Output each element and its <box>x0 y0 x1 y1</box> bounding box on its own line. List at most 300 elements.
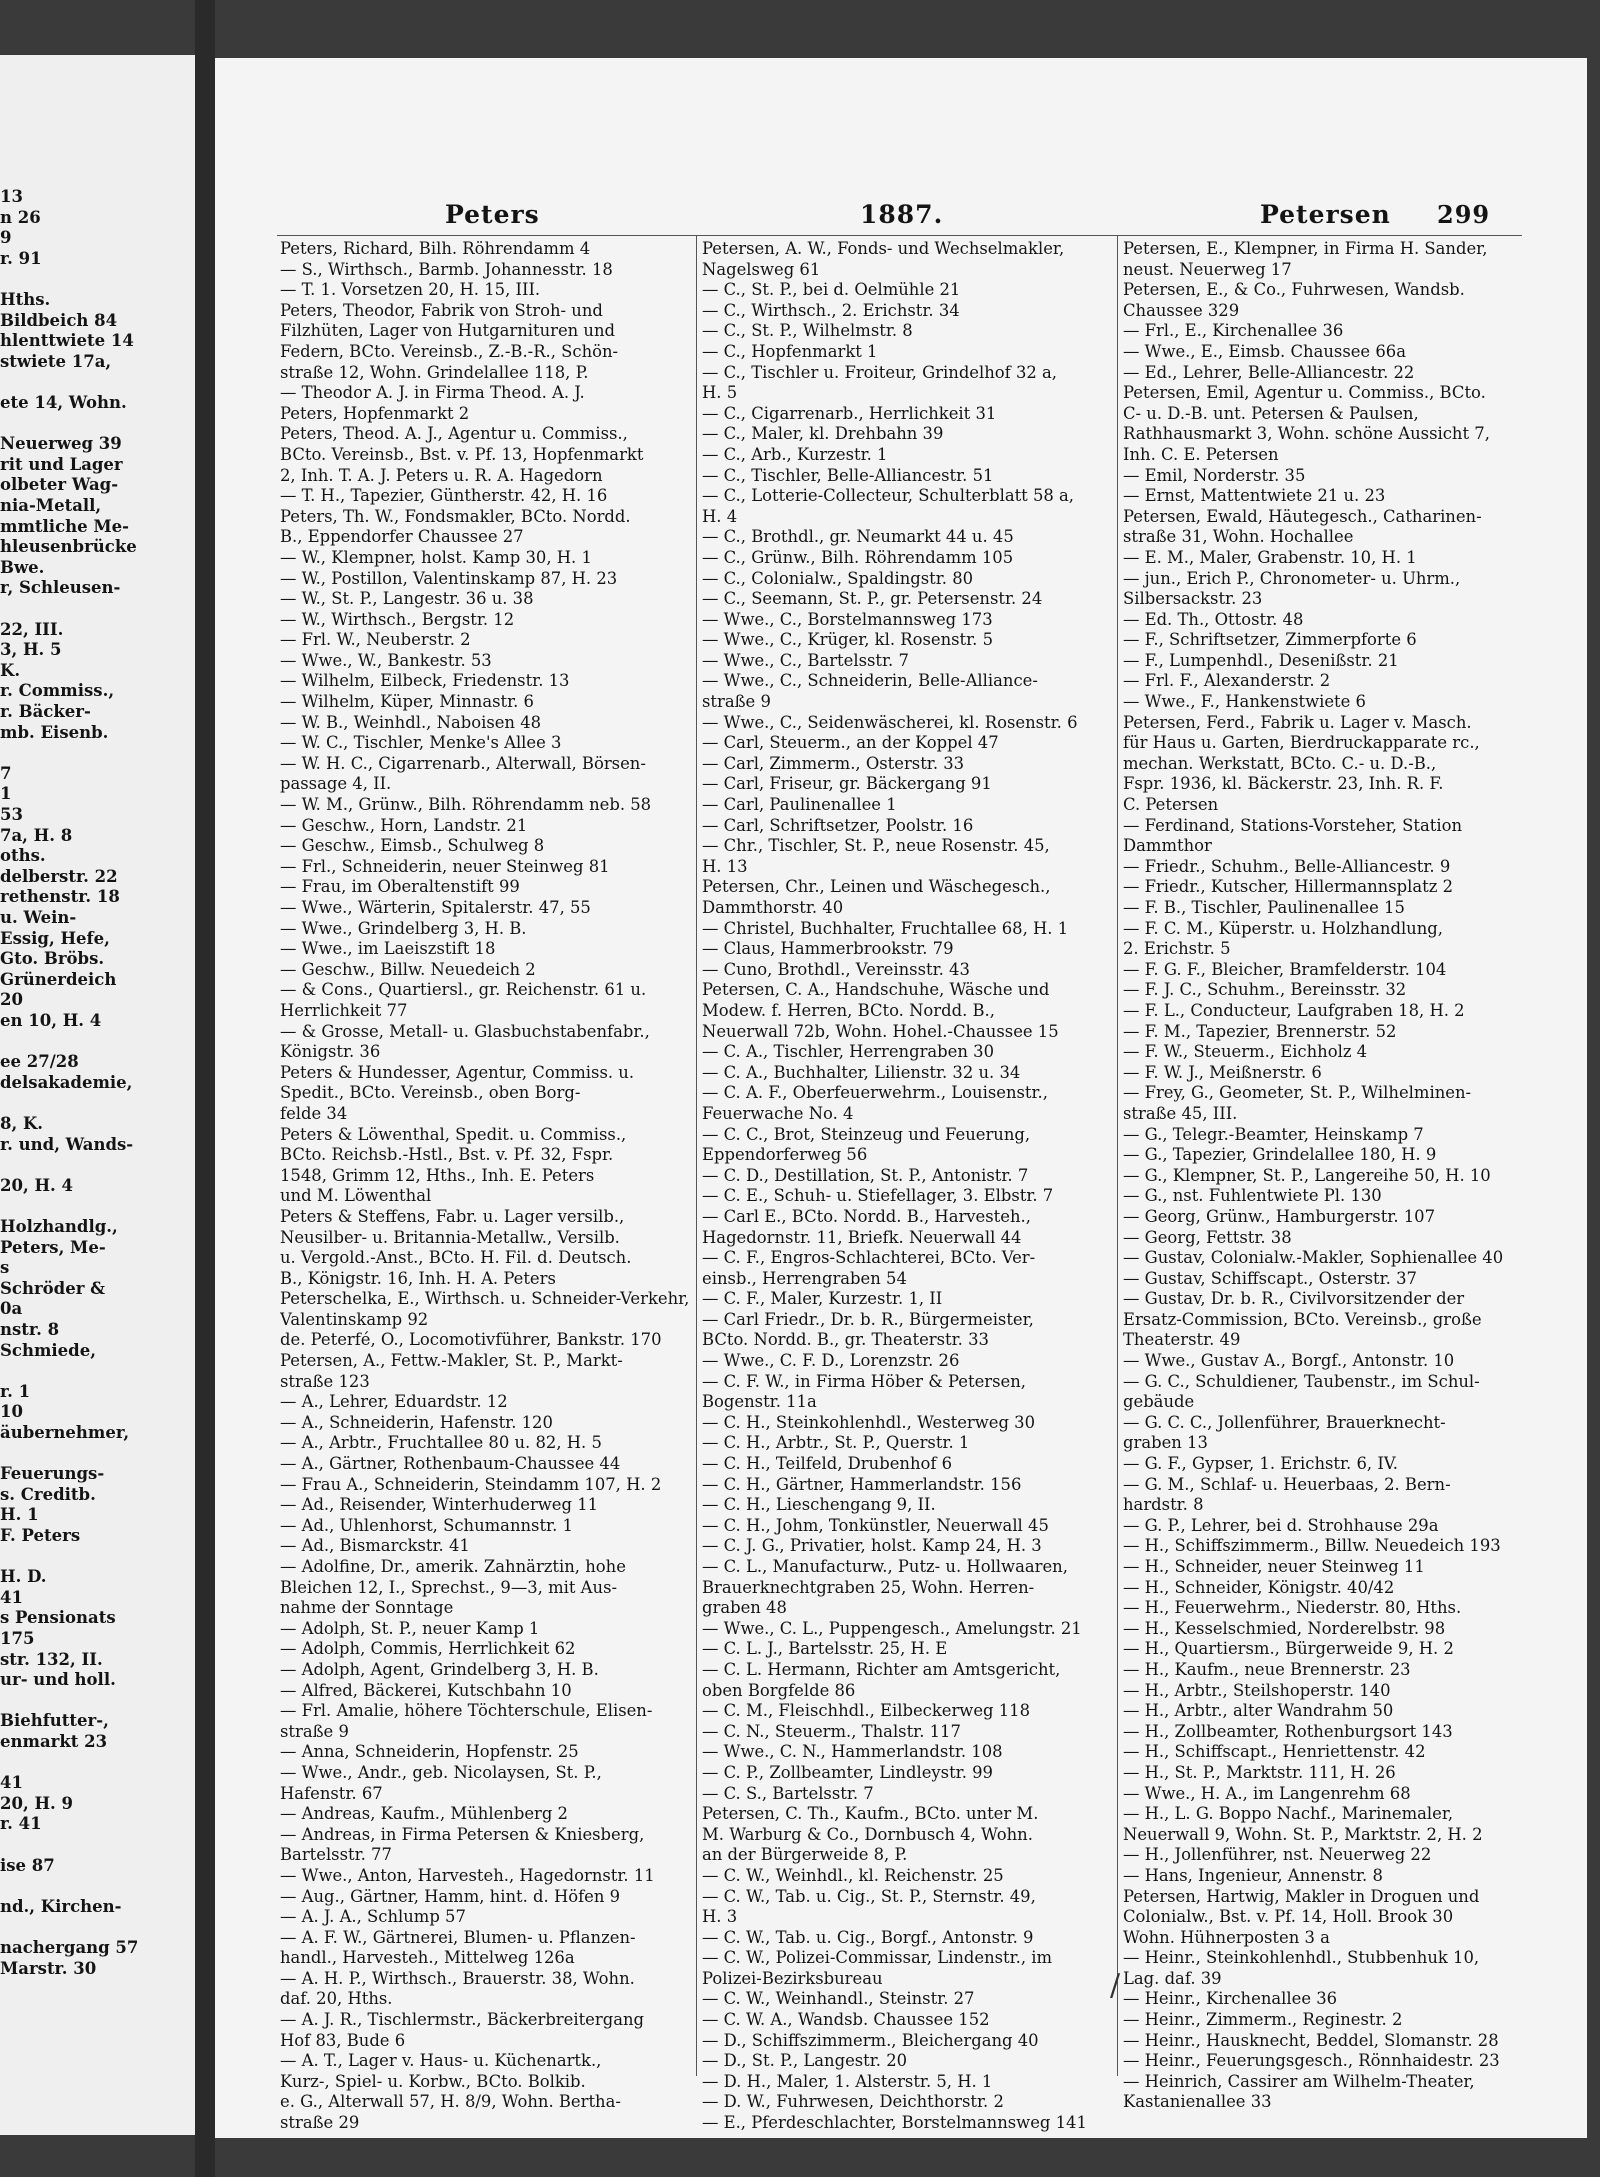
directory-entry-line: Peters & Löwenthal, Spedit. u. Commiss., <box>280 1124 627 1144</box>
directory-entry-line: Petersen, A., Fettw.-Makler, St. P., Markt- <box>280 1351 623 1371</box>
directory-entry-line: — C. F., Engros-Schlachterei, BCto. Ver- <box>702 1248 1036 1268</box>
directory-entry-line: — C., Seemann, St. P., gr. Petersenstr. 24 <box>702 589 1043 609</box>
directory-entry-line: — G. F., Gypser, 1. Erichstr. 6, IV. <box>1123 1454 1398 1474</box>
directory-entry-line: — C., Wirthsch., 2. Erichstr. 34 <box>702 300 960 320</box>
directory-entry-line: — Adolph, Agent, Grindelberg 3, H. B. <box>280 1659 599 1679</box>
directory-entry-line: — C. L. Hermann, Richter am Amtsgericht, <box>702 1659 1061 1679</box>
directory-entry-line: straße 12, Wohn. Grindelallee 118, P. <box>280 362 589 382</box>
directory-entry-line: Petersen, E., Klempner, in Firma H. Sander, <box>1123 239 1488 258</box>
left-page-text-fragment: 10 <box>0 1402 23 1422</box>
directory-entry-line: — Wwe., C., Krüger, kl. Rosenstr. 5 <box>702 630 994 650</box>
left-page-text-fragment: s Pensionats <box>0 1608 116 1628</box>
left-page-text-fragment: nia-Metall, <box>0 496 102 515</box>
directory-entry-line: — F. C. M., Küperstr. u. Holzhandlung, <box>1123 918 1443 938</box>
left-page-text-fragment: mmtliche Me- <box>0 516 129 536</box>
directory-entry-line: — C. A., Tischler, Herrengraben 30 <box>702 1042 994 1062</box>
left-page-text-fragment: F. Peters <box>0 1526 81 1545</box>
left-page-text-fragment: Bwe. <box>0 557 45 577</box>
directory-entry-line: — F. L., Conducteur, Laufgraben 18, H. 2 <box>1123 1000 1465 1020</box>
left-page-text-fragment: ete 14, Wohn. <box>0 393 127 412</box>
directory-entry-line: — G., Klempner, St. P., Langereihe 50, H. 10 <box>1123 1165 1491 1185</box>
directory-entry-line: — C. W. A., Wandsb. Chaussee 152 <box>702 2010 990 2030</box>
directory-entry-line: H. 3 <box>702 1907 738 1927</box>
directory-entry-line: Petersen, Ewald, Häutegesch., Catharinen- <box>1123 506 1482 526</box>
directory-entry-line: — Hans, Ingenieur, Annenstr. 8 <box>1123 1865 1383 1885</box>
directory-entry-line: Herrlichkeit 77 <box>280 1000 408 1020</box>
directory-entry-line: — Ed. Th., Ottostr. 48 <box>1123 609 1304 629</box>
directory-entry-line: — Frl. Amalie, höhere Töchterschule, Elisen- <box>280 1701 653 1721</box>
directory-entry-line: — C., St. P., Wilhelmstr. 8 <box>702 321 913 341</box>
directory-entry-line: Polizei-Bezirksbureau <box>702 1968 883 1988</box>
left-page-text-fragment: Essig, Hefe, <box>0 928 110 948</box>
left-page-text-fragment: r. Commiss., <box>0 681 115 701</box>
left-page-text-fragment: rethenstr. 18 <box>0 887 120 907</box>
directory-entry-line: Petersen, C. A., Handschuhe, Wäsche und <box>702 980 1050 1000</box>
left-page-text-fragment: oths. <box>0 846 46 866</box>
directory-entry-line: Eppendorferweg 56 <box>702 1145 868 1165</box>
directory-entry-line: — C. N., Steuerm., Thalstr. 117 <box>702 1721 961 1741</box>
left-page-text-fragment: nd., Kirchen- <box>0 1896 122 1916</box>
directory-entry-line: — Geschw., Eimsb., Schulweg 8 <box>280 836 545 856</box>
directory-entry-line: — Geschw., Billw. Neuedeich 2 <box>280 959 536 979</box>
directory-entry-line: — jun., Erich P., Chronometer- u. Uhrm., <box>1123 568 1461 588</box>
directory-entry-line: Peterschelka, E., Wirthsch. u. Schneider-Verkehr, <box>280 1289 690 1309</box>
directory-entry-line: — G. C., Schuldiener, Taubenstr., im Schul- <box>1123 1371 1480 1391</box>
directory-entry-line: oben Borgfelde 86 <box>702 1680 856 1700</box>
directory-entry-line: — Wwe., Andr., geb. Nicolaysen, St. P., <box>280 1762 602 1782</box>
left-page-text-fragment: r. Bäcker- <box>0 702 91 721</box>
directory-entry-line: hardstr. 8 <box>1123 1495 1204 1515</box>
header-year: 1887. <box>860 200 944 229</box>
header-left-keyword: Peters <box>445 200 540 229</box>
directory-entry-line: — F. B., Tischler, Paulinenallee 15 <box>1123 898 1405 917</box>
left-page-text-fragment: str. 132, II. <box>0 1649 103 1669</box>
left-page-text-fragment: hlenttwiete 14 <box>0 331 134 351</box>
directory-entry-line: — Wilhelm, Eilbeck, Friedenstr. 13 <box>280 671 570 691</box>
directory-entry-line: — F. W., Steuerm., Eichholz 4 <box>1123 1042 1368 1062</box>
directory-entry-line: Petersen, Emil, Agentur u. Commiss., BCto. <box>1123 383 1486 403</box>
directory-entry-line: — Heinr., Kirchenallee 36 <box>1123 1989 1338 2009</box>
directory-entry-line: — Adolph, St. P., neuer Kamp 1 <box>280 1618 540 1638</box>
left-page-text-fragment: Holzhandlg., <box>0 1217 118 1236</box>
directory-entry-line: — C. H., Lieschengang 9, II. <box>702 1495 936 1515</box>
directory-entry-line: — C. J. G., Privatier, holst. Kamp 24, H. 3 <box>702 1536 1042 1556</box>
page-number: 299 <box>1437 200 1491 229</box>
directory-entry-line: — H., Schiffscapt., Henriettenstr. 42 <box>1123 1742 1426 1762</box>
directory-entry-line: — A., Schneiderin, Hafenstr. 120 <box>280 1412 553 1432</box>
left-page-text-fragment: ise 87 <box>0 1855 55 1875</box>
directory-entry-line: Nagelsweg 61 <box>702 259 821 279</box>
column-1 <box>280 239 692 2134</box>
directory-entry-line: — C. H., Johm, Tonkünstler, Neuerwall 45 <box>702 1515 1049 1535</box>
directory-entry-line: — Heinrich, Cassirer am Wilhelm-Theater, <box>1123 2071 1475 2091</box>
column-3 <box>1123 239 1528 2113</box>
directory-entry-line: Theaterstr. 49 <box>1123 1330 1241 1350</box>
directory-entry-line: — Frl. W., Neuberstr. 2 <box>280 630 471 650</box>
directory-entry-line: — C., Cigarrenarb., Herrlichkeit 31 <box>702 403 997 423</box>
directory-entry-line: Inh. C. E. Petersen <box>1123 444 1279 464</box>
directory-entry-line: — Wwe., C. F. D., Lorenzstr. 26 <box>702 1351 960 1371</box>
directory-entry-line: C- u. D.-B. unt. Petersen & Paulsen, <box>1123 403 1419 423</box>
directory-entry-line: Peters, Theodor, Fabrik von Stroh- und <box>280 300 603 320</box>
directory-entry-line: — H., Kaufm., neue Brennerstr. 23 <box>1123 1659 1411 1679</box>
directory-entry-line: — Wwe., F., Hankenstwiete 6 <box>1123 692 1366 712</box>
directory-entry-line: — Carl, Friseur, gr. Bäckergang 91 <box>702 774 992 794</box>
directory-entry-line: Kurz-, Spiel- u. Korbw., BCto. Bolkib. <box>280 2071 586 2091</box>
directory-entry-line: Chaussee 329 <box>1123 300 1240 320</box>
left-page-text-fragment: Grünerdeich <box>0 969 117 989</box>
left-page-text-fragment: H. 1 <box>0 1505 39 1525</box>
directory-entry-line: neust. Neuerweg 17 <box>1123 259 1292 279</box>
left-page-text-fragment: 22, III. <box>0 619 64 639</box>
directory-entry-line: für Haus u. Garten, Bierdruckapparate rc., <box>1123 733 1480 753</box>
directory-entry-line: — C., Brothdl., gr. Neumarkt 44 u. 45 <box>702 527 1014 547</box>
directory-entry-line: — C., Tischler, Belle-Alliancestr. 51 <box>702 465 994 485</box>
directory-entry-line: mechan. Werkstatt, BCto. C.- u. D.-B., <box>1123 753 1437 773</box>
directory-entry-line: gebäude <box>1123 1392 1195 1412</box>
directory-entry-line: Dammthor <box>1123 836 1212 856</box>
directory-entry-line: felde 34 <box>280 1103 348 1123</box>
directory-entry-line: — H., Quartiersm., Bürgerweide 9, H. 2 <box>1123 1639 1454 1659</box>
directory-entry-line: B., Eppendorfer Chaussee 27 <box>280 527 524 547</box>
directory-entry-line: Wohn. Hühnerposten 3 a <box>1123 1927 1330 1947</box>
left-page-text-fragment: Schmiede, <box>0 1340 96 1360</box>
left-page-text-fragment: stwiete 17a, <box>0 351 112 371</box>
left-page-text-fragment: nachergang 57 <box>0 1938 139 1957</box>
directory-entry-line: Hagedornstr. 11, Briefk. Neuerwall 44 <box>702 1227 1022 1247</box>
directory-entry-line: — C., Hopfenmarkt 1 <box>702 341 878 361</box>
directory-entry-line: daf. 20, Hths. <box>280 1989 393 2009</box>
directory-entry-line: Lag. daf. 39 <box>1123 1968 1222 1988</box>
directory-entry-line: — C. H., Gärtner, Hammerlandstr. 156 <box>702 1474 1022 1494</box>
directory-entry-line: straße 123 <box>280 1371 370 1391</box>
directory-entry-line: Bartelsstr. 77 <box>280 1845 392 1865</box>
left-page-text-fragment: rit und Lager <box>0 454 123 474</box>
directory-entry-line: — Adolph, Commis, Herrlichkeit 62 <box>280 1639 576 1659</box>
directory-entry-line: — Wwe., Wärterin, Spitalerstr. 47, 55 <box>280 898 591 917</box>
directory-entry-line: — C., St. P., bei d. Oelmühle 21 <box>702 280 961 300</box>
directory-entry-line: Hof 83, Bude 6 <box>280 2030 406 2050</box>
left-page-text-fragment: nstr. 8 <box>0 1320 60 1339</box>
left-page-text-fragment: Biehfutter-, <box>0 1711 109 1731</box>
directory-entry-line: — Frl., E., Kirchenallee 36 <box>1123 321 1344 341</box>
directory-entry-line: — W., Postillon, Valentinskamp 87, H. 23 <box>280 568 618 588</box>
directory-entry-line: — C. W., Weinhdl., kl. Reichenstr. 25 <box>702 1865 1004 1885</box>
directory-entry-line: — W. B., Weinhdl., Naboisen 48 <box>280 712 542 732</box>
directory-entry-line: de. Peterfé, O., Locomotivführer, Bankstr. 170 <box>280 1330 662 1350</box>
left-page-text-fragment: s <box>0 1258 10 1278</box>
directory-entry-line: — Carl, Schriftsetzer, Poolstr. 16 <box>702 815 974 835</box>
left-page-text-fragment: Schröder & <box>0 1278 106 1298</box>
left-page-text-fragment: äubernehmer, <box>0 1423 130 1442</box>
directory-entry-line: Königstr. 36 <box>280 1042 381 1062</box>
directory-entry-line: Spedit., BCto. Vereinsb., oben Borg- <box>280 1083 581 1103</box>
left-page-text-fragment: r. 91 <box>0 248 42 268</box>
directory-entry-line: straße 45, III. <box>1123 1103 1238 1123</box>
directory-entry-line: — C. C., Brot, Steinzeug und Feuerung, <box>702 1124 1031 1144</box>
left-page-text-fragment: Peters, Me- <box>0 1237 106 1257</box>
directory-entry-line: — C. M., Fleischhdl., Eilbeckerweg 118 <box>702 1701 1031 1721</box>
directory-entry-line: — Ferdinand, Stations-Vorsteher, Station <box>1123 815 1463 835</box>
left-page-text-fragment: 13 <box>0 187 23 206</box>
directory-entry-line: — C. L. J., Bartelsstr. 25, H. E <box>702 1639 948 1659</box>
directory-entry-line: graben 48 <box>702 1598 787 1618</box>
directory-entry-line: — Gustav, Colonialw.-Makler, Sophienallee 40 <box>1123 1248 1504 1268</box>
directory-entry-line: Petersen, A. W., Fonds- und Wechselmakler, <box>702 239 1065 258</box>
directory-entry-line: — F. M., Tapezier, Brennerstr. 52 <box>1123 1021 1397 1041</box>
left-page-text-fragment: olbeter Wag- <box>0 475 119 495</box>
directory-entry-line: Petersen, E., & Co., Fuhrwesen, Wandsb. <box>1123 280 1465 300</box>
directory-entry-line: straße 9 <box>702 692 771 712</box>
directory-entry-line: — & Grosse, Metall- u. Glasbuchstabenfabr., <box>280 1021 650 1041</box>
directory-entry-line: — W., Wirthsch., Bergstr. 12 <box>280 609 515 629</box>
directory-entry-line: — A. H. P., Wirthsch., Brauerstr. 38, Wohn. <box>280 1968 635 1988</box>
directory-entry-line: — Andreas, in Firma Petersen & Kniesberg, <box>280 1824 645 1844</box>
directory-entry-line: — C. A. F., Oberfeuerwehrm., Louisenstr., <box>702 1083 1048 1103</box>
directory-entry-line: — C. H., Arbtr., St. P., Querstr. 1 <box>702 1433 970 1453</box>
column-2 <box>702 239 1114 2134</box>
directory-entry-line: — D., St. P., Langestr. 20 <box>702 2051 908 2071</box>
directory-entry-line: graben 13 <box>1123 1433 1208 1453</box>
directory-entry-line: — H., Arbtr., Steilshoperstr. 140 <box>1123 1680 1391 1700</box>
left-page-text-fragment: 7a, H. 8 <box>0 825 73 845</box>
directory-entry-line: Petersen, C. Th., Kaufm., BCto. unter M. <box>702 1804 1039 1824</box>
directory-entry-line: — Wwe., H. A., im Langenrehm 68 <box>1123 1783 1411 1803</box>
directory-entry-line: — C. D., Destillation, St. P., Antonistr. 7 <box>702 1165 1029 1185</box>
directory-entry-line: BCto. Nordd. B., gr. Theaterstr. 33 <box>702 1330 989 1350</box>
left-page-text-fragment: 41 <box>0 1773 23 1793</box>
directory-entry-line: Petersen, Hartwig, Makler in Droguen und <box>1123 1886 1480 1906</box>
directory-entry-line: — Alfred, Bäckerei, Kutschbahn 10 <box>280 1680 572 1700</box>
directory-entry-line: — C., Lotterie-Collecteur, Schulterblatt 58 a, <box>702 486 1075 506</box>
directory-entry-line: 1548, Grimm 12, Hths., Inh. E. Peters <box>280 1165 595 1185</box>
directory-entry-line: Feuerwache No. 4 <box>702 1103 854 1123</box>
directory-entry-line: — C. P., Zollbeamter, Lindleystr. 99 <box>702 1762 993 1782</box>
directory-entry-line: — C., Colonialw., Spaldingstr. 80 <box>702 568 974 588</box>
directory-entry-line: — D. W., Fuhrwesen, Deichthorstr. 2 <box>702 2092 1004 2112</box>
directory-entry-line: Peters, Hopfenmarkt 2 <box>280 403 470 423</box>
left-page-text-fragment: Marstr. 30 <box>0 1958 97 1978</box>
directory-entry-line: — Frau, im Oberaltenstift 99 <box>280 877 520 897</box>
left-page-text-fragment: K. <box>0 660 21 680</box>
directory-entry-line: — Gustav, Schiffscapt., Osterstr. 37 <box>1123 1268 1417 1288</box>
directory-entry-line: — Frl., Schneiderin, neuer Steinweg 81 <box>280 856 610 876</box>
left-page-text-fragment: mb. Eisenb. <box>0 722 109 742</box>
directory-entry-line: BCto. Reichsb.-Hstl., Bst. v. Pf. 32, Fspr. <box>280 1145 614 1165</box>
left-page-text-fragment: 20, H. 4 <box>0 1175 74 1195</box>
directory-entry-line: an der Bürgerweide 8, P. <box>702 1845 908 1865</box>
left-page-text-fragment: ee 27/28 <box>0 1052 79 1072</box>
directory-entry-line: — Carl Friedr., Dr. b. R., Bürgermeister, <box>702 1309 1034 1329</box>
directory-entry-line: — A., Lehrer, Eduardstr. 12 <box>280 1392 508 1412</box>
directory-entry-line: — D., Schiffszimmerm., Bleichergang 40 <box>702 2030 1039 2050</box>
directory-entry-line: Neuerwall 9, Wohn. St. P., Marktstr. 2, H. 2 <box>1123 1824 1483 1844</box>
left-page-text-fragment: r. 41 <box>0 1814 42 1834</box>
directory-entry-line: — Wwe., C. N., Hammerlandstr. 108 <box>702 1742 1003 1762</box>
directory-entry-line: Federn, BCto. Vereinsb., Z.-B.-R., Schön- <box>280 341 619 361</box>
directory-entry-line: — Friedr., Schuhm., Belle-Alliancestr. 9 <box>1123 856 1451 876</box>
directory-entry-line: — Wwe., C. L., Puppengesch., Amelungstr. 21 <box>702 1618 1082 1638</box>
directory-entry-line: — F. G. F., Bleicher, Bramfelderstr. 104 <box>1123 959 1447 979</box>
directory-entry-line: — Aug., Gärtner, Hamm, hint. d. Höfen 9 <box>280 1886 621 1906</box>
left-page-text-fragment: r. 1 <box>0 1381 31 1401</box>
directory-entry-line: — Frl. F., Alexanderstr. 2 <box>1123 671 1331 691</box>
directory-entry-line: Silbersackstr. 23 <box>1123 589 1263 609</box>
directory-entry-line: Rathhausmarkt 3, Wohn. schöne Aussicht 7, <box>1123 424 1490 444</box>
directory-entry-line: BCto. Vereinsb., Bst. v. Pf. 13, Hopfenmarkt <box>280 444 644 464</box>
directory-entry-line: — Ed., Lehrer, Belle-Alliancestr. 22 <box>1123 362 1415 382</box>
directory-entry-line: — H., Schiffszimmerm., Billw. Neuedeich 193 <box>1123 1536 1501 1556</box>
directory-entry-line: Neuerwall 72b, Wohn. Hohel.-Chaussee 15 <box>702 1021 1059 1041</box>
directory-entry-line: H. 4 <box>702 506 738 526</box>
directory-entry-line: nahme der Sonntage <box>280 1598 454 1618</box>
directory-entry-line: handl., Harvesteh., Mittelweg 126a <box>280 1948 575 1968</box>
directory-entry-line: straße 9 <box>280 1721 349 1741</box>
column-divider <box>1117 236 1118 2076</box>
header-rule <box>277 235 1522 236</box>
directory-entry-line: — F., Lumpenhdl., Desenißstr. 21 <box>1123 650 1399 670</box>
directory-entry-line: — C. W., Tab. u. Cig., St. P., Sternstr. 49, <box>702 1886 1036 1906</box>
directory-entry-line: — Friedr., Kutscher, Hillermannsplatz 2 <box>1123 877 1453 897</box>
directory-entry-line: — A., Gärtner, Rothenbaum-Chaussee 44 <box>280 1454 621 1474</box>
directory-entry-line: — H., Schneider, neuer Steinweg 11 <box>1123 1557 1425 1576</box>
directory-entry-line: — Heinr., Zimmerm., Reginestr. 2 <box>1123 2010 1403 2030</box>
directory-entry-line: — G., nst. Fuhlentwiete Pl. 130 <box>1123 1186 1382 1206</box>
directory-entry-line: — A. T., Lager v. Haus- u. Küchenartk., <box>280 2051 602 2071</box>
left-page-text-fragment: 8, K. <box>0 1114 44 1133</box>
directory-entry-line: — H., L. G. Boppo Nachf., Marinemaler, <box>1123 1804 1454 1824</box>
directory-entry-line: — G. C. C., Jollenführer, Brauerknecht- <box>1123 1412 1446 1432</box>
directory-entry-line: — Carl, Steuerm., an der Koppel 47 <box>702 733 999 753</box>
directory-entry-line: Brauerknechtgraben 25, Wohn. Herren- <box>702 1577 1035 1597</box>
directory-entry-line: — F., Schriftsetzer, Zimmerpforte 6 <box>1123 630 1417 650</box>
left-page-text-fragment: r. und, Wands- <box>0 1134 134 1154</box>
directory-entry-line: — Emil, Norderstr. 35 <box>1123 465 1306 485</box>
directory-entry-line: — E., Pferdeschlachter, Borstelmannsweg 141 <box>702 2113 1087 2133</box>
directory-entry-line: — H., Jollenführer, nst. Neuerweg 22 <box>1123 1845 1432 1865</box>
directory-entry-line: — E. M., Maler, Grabenstr. 10, H. 1 <box>1123 547 1417 567</box>
left-page-text-fragment: 41 <box>0 1587 23 1607</box>
directory-entry-line: — Christel, Buchhalter, Fruchtallee 68, H. 1 <box>702 918 1069 938</box>
directory-entry-line: — F. W. J., Meißnerstr. 6 <box>1123 1062 1322 1082</box>
left-page-text-fragment: 20, H. 9 <box>0 1793 74 1813</box>
directory-entry-line: Petersen, Chr., Leinen und Wäschegesch., <box>702 877 1051 897</box>
directory-entry-line: — C. H., Steinkohlenhdl., Westerweg 30 <box>702 1412 1036 1432</box>
directory-entry-line: — C., Grünw., Bilh. Röhrendamm 105 <box>702 547 1014 567</box>
left-page-text-fragment: 9 <box>0 228 12 248</box>
directory-entry-line: Hafenstr. 67 <box>280 1783 383 1803</box>
directory-entry-line: — W. C., Tischler, Menke's Allee 3 <box>280 733 562 753</box>
directory-entry-line: H. 13 <box>702 856 748 876</box>
directory-entry-line: Petersen, Ferd., Fabrik u. Lager v. Masch. <box>1123 712 1472 732</box>
pencil-mark: / <box>1110 1968 1121 2003</box>
left-page-text-fragment: Gto. Bröbs. <box>0 949 105 969</box>
directory-entry-line: — H., Arbtr., alter Wandrahm 50 <box>1123 1701 1394 1721</box>
directory-entry-line: — A. J. R., Tischlermstr., Bäckerbreitergang <box>280 2010 645 2030</box>
directory-entry-line: einsb., Herrengraben 54 <box>702 1268 907 1288</box>
directory-entry-line: Bleichen 12, I., Sprechst., 9—3, mit Aus- <box>280 1577 618 1597</box>
directory-entry-line: — W., St. P., Langestr. 36 u. 38 <box>280 589 534 609</box>
directory-entry-line: — Wwe., C., Bartelsstr. 7 <box>702 650 909 670</box>
left-page-text-fragment: enmarkt 23 <box>0 1732 108 1751</box>
directory-entry-line: — A. F. W., Gärtnerei, Blumen- u. Pflanzen- <box>280 1927 636 1947</box>
directory-entry-line: — Chr., Tischler, St. P., neue Rosenstr. 45, <box>702 836 1050 856</box>
left-page-text-fragment: s. Creditb. <box>0 1484 96 1504</box>
left-page-text-fragment: Neuerweg 39 <box>0 434 122 454</box>
directory-entry-line: — C. H., Teilfeld, Drubenhof 6 <box>702 1454 953 1474</box>
left-page-text-fragment: u. Wein- <box>0 908 77 927</box>
left-page-text-fragment: ur- und holl. <box>0 1670 116 1690</box>
left-page-text-fragment: delsakademie, <box>0 1072 133 1092</box>
directory-entry-line: — G. P., Lehrer, bei d. Strohhause 29a <box>1123 1515 1439 1535</box>
directory-entry-line: — H., Feuerwehrm., Niederstr. 80, Hths. <box>1123 1598 1462 1618</box>
directory-entry-line: — W. M., Grünw., Bilh. Röhrendamm neb. 58 <box>280 795 652 815</box>
directory-entry-line: — & Cons., Quartiersl., gr. Reichenstr. 61 u. <box>280 980 647 1000</box>
left-page-text-fragment: Hths. <box>0 290 51 309</box>
directory-entry-line: passage 4, II. <box>280 774 392 794</box>
left-page-text-fragment: r, Schleusen- <box>0 578 121 598</box>
directory-entry-line: u. Vergold.-Anst., BCto. H. Fil. d. Deutsch. <box>280 1248 632 1268</box>
directory-entry-line: — C. F., Maler, Kurzestr. 1, II <box>702 1289 943 1309</box>
directory-entry-line: 2, Inh. T. A. J. Peters u. R. A. Hagedorn <box>280 465 603 485</box>
directory-entry-line: Neusilber- u. Britannia-Metallw., Versilb. <box>280 1227 620 1247</box>
directory-entry-line: — C. S., Bartelsstr. 7 <box>702 1783 874 1803</box>
directory-entry-line: — Wilhelm, Küper, Minnastr. 6 <box>280 692 534 712</box>
directory-entry-line: — Ernst, Mattentwiete 21 u. 23 <box>1123 486 1386 506</box>
directory-entry-line: — Andreas, Kaufm., Mühlenberg 2 <box>280 1804 568 1824</box>
directory-entry-line: Peters, Richard, Bilh. Röhrendamm 4 <box>280 239 591 258</box>
directory-entry-line: — Carl, Zimmerm., Osterstr. 33 <box>702 753 965 773</box>
directory-entry-line: — Heinr., Feuerungsgesch., Rönnhaidestr. 23 <box>1123 2051 1500 2071</box>
directory-entry-line: — Carl, Paulinenallee 1 <box>702 795 897 815</box>
left-page-text-fragment: 175 <box>0 1629 35 1648</box>
directory-entry-line: — Wwe., C., Schneiderin, Belle-Alliance- <box>702 671 1038 691</box>
directory-entry-line: — A. J. A., Schlump 57 <box>280 1907 466 1927</box>
directory-entry-line: — Wwe., im Laeiszstift 18 <box>280 939 496 959</box>
directory-entry-line: — Geschw., Horn, Landstr. 21 <box>280 815 528 835</box>
directory-entry-line: Fspr. 1936, kl. Bäckerstr. 23, Inh. R. F. <box>1123 774 1444 794</box>
directory-entry-line: — Adolfine, Dr., amerik. Zahnärztin, hohe <box>280 1557 626 1576</box>
left-page-text-fragment: en 10, H. 4 <box>0 1011 102 1030</box>
directory-entry-line: — Frey, G., Geometer, St. P., Wilhelminen- <box>1123 1083 1472 1103</box>
directory-entry-line: — D. H., Maler, 1. Alsterstr. 5, H. 1 <box>702 2071 993 2091</box>
directory-entry-line: — Wwe., C., Seidenwäscherei, kl. Rosenstr. 6 <box>702 712 1078 732</box>
directory-entry-line: — G. M., Schlaf- u. Heuerbaas, 2. Bern- <box>1123 1474 1451 1494</box>
directory-entry-line: — Wwe., Grindelberg 3, H. B. <box>280 918 527 938</box>
directory-entry-line: — C. W., Tab. u. Cig., Borgf., Antonstr. 9 <box>702 1927 1034 1947</box>
directory-entry-line: — Georg, Fettstr. 38 <box>1123 1227 1292 1247</box>
directory-entry-line: — Wwe., E., Eimsb. Chaussee 66a <box>1123 341 1406 361</box>
directory-entry-line: — H., Zollbeamter, Rothenburgsort 143 <box>1123 1721 1453 1741</box>
directory-entry-line: C. Petersen <box>1123 795 1219 815</box>
left-page-text-fragment: 7 <box>0 763 12 783</box>
directory-entry-line: — Heinr., Hausknecht, Beddel, Slomanstr. 28 <box>1123 2030 1499 2050</box>
left-page-text-fragment: 3, H. 5 <box>0 640 62 660</box>
directory-entry-line: — C., Maler, kl. Drehbahn 39 <box>702 424 944 444</box>
directory-entry-line: — C. F. W., in Firma Höber & Petersen, <box>702 1371 1026 1391</box>
directory-entry-line: — Theodor A. J. in Firma Theod. A. J. <box>280 383 585 403</box>
directory-entry-line: straße 31, Wohn. Hochallee <box>1123 527 1354 547</box>
directory-entry-line: — Heinr., Steinkohlenhdl., Stubbenhuk 10, <box>1123 1948 1480 1968</box>
left-page-text-fragment: H. D. <box>0 1567 47 1587</box>
directory-entry-line: Modew. f. Herren, BCto. Nordd. B., <box>702 1000 995 1020</box>
directory-entry-line: Peters, Th. W., Fondsmakler, BCto. Nordd. <box>280 506 631 526</box>
directory-entry-line: — C. W., Polizei-Commissar, Lindenstr., im <box>702 1948 1053 1968</box>
directory-entry-line: — Claus, Hammerbrookstr. 79 <box>702 939 954 959</box>
directory-entry-line: — C. E., Schuh- u. Stiefellager, 3. Elbstr. 7 <box>702 1186 1054 1206</box>
directory-entry-line: — H., Kesselschmied, Norderelbstr. 98 <box>1123 1618 1446 1638</box>
directory-entry-line: Peters, Theod. A. J., Agentur u. Commiss., <box>280 424 628 444</box>
